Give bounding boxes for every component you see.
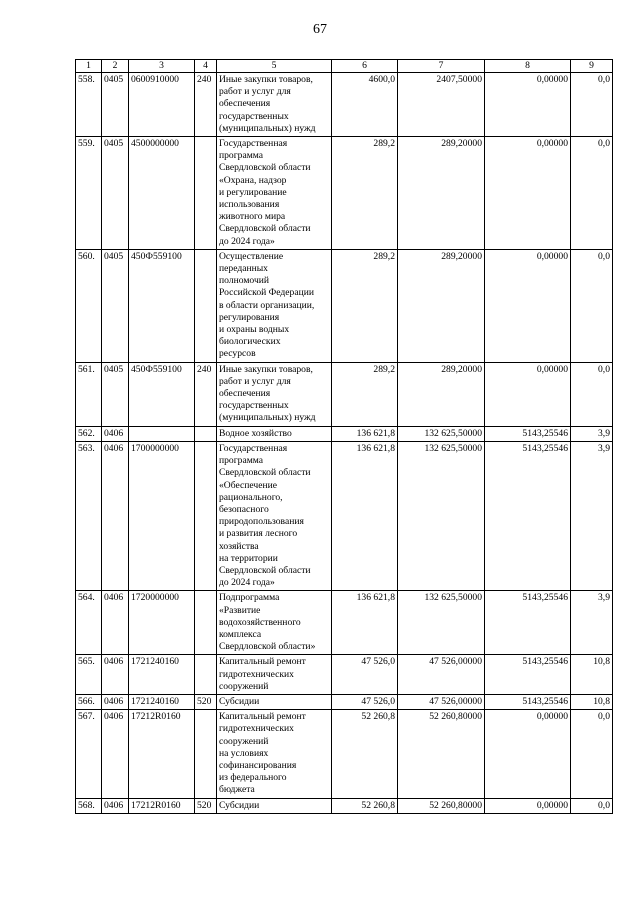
- table-row: [76, 798, 613, 813]
- amount-col-8: 0,00000: [485, 798, 571, 813]
- section-code: 0406: [102, 694, 129, 709]
- amount-col-8: 5143,25546: [485, 694, 571, 709]
- row-number: 567.: [76, 710, 102, 798]
- amount-col-8: 5143,25546: [485, 441, 571, 590]
- percent-value: 10,8: [571, 694, 613, 709]
- percent-value: 10,8: [571, 655, 613, 695]
- row-number: 560.: [76, 249, 102, 362]
- table-row: [76, 591, 613, 655]
- executed-amount: 132 625,50000: [398, 441, 485, 590]
- column-header: 1: [76, 60, 102, 73]
- row-number: 568.: [76, 798, 102, 813]
- table-row: [76, 362, 613, 426]
- row-name: [217, 362, 332, 426]
- amount-col-8: 5143,25546: [485, 426, 571, 441]
- executed-amount: 47 526,00000: [398, 655, 485, 695]
- planned-amount: 136 621,8: [332, 426, 398, 441]
- executed-amount: 289,20000: [398, 137, 485, 250]
- row-name-text: Субсидии: [219, 695, 260, 707]
- column-header: 9: [571, 60, 613, 73]
- row-name-text: Иные закупки товаров, работ и услуг для обеспечения государственных (муниципальных) нужд: [219, 363, 316, 424]
- column-header: 2: [102, 60, 129, 73]
- row-number: 563.: [76, 441, 102, 590]
- expense-type-code: [195, 655, 217, 695]
- executed-amount: 2407,50000: [398, 73, 485, 137]
- row-name: [217, 426, 332, 441]
- target-article-code: 17212R0160: [129, 798, 195, 813]
- expense-type-code: 520: [195, 694, 217, 709]
- executed-amount: 132 625,50000: [398, 426, 485, 441]
- percent-value: 0,0: [571, 137, 613, 250]
- budget-table: [75, 59, 613, 814]
- executed-amount: 289,20000: [398, 249, 485, 362]
- expense-type-code: 240: [195, 73, 217, 137]
- expense-type-code: [195, 426, 217, 441]
- section-code: 0406: [102, 710, 129, 798]
- header-row: [76, 60, 613, 73]
- percent-value: 3,9: [571, 591, 613, 655]
- planned-amount: 136 621,8: [332, 441, 398, 590]
- row-number: 562.: [76, 426, 102, 441]
- section-code: 0406: [102, 798, 129, 813]
- page-number: 67: [313, 22, 327, 37]
- row-name-text: Государственная программа Свердловской области «Обеспечение рационального, безопасного природопользования и развития лесного хозяйства на территории Свердловской области до 2024 года»: [219, 442, 311, 589]
- row-number: 558.: [76, 73, 102, 137]
- percent-value: 0,0: [571, 798, 613, 813]
- planned-amount: 47 526,0: [332, 694, 398, 709]
- row-name: [217, 137, 332, 250]
- row-number: 559.: [76, 137, 102, 250]
- section-code: 0406: [102, 655, 129, 695]
- row-name-text: Водное хозяйство: [219, 427, 292, 439]
- planned-amount: 289,2: [332, 362, 398, 426]
- executed-amount: 52 260,80000: [398, 798, 485, 813]
- percent-value: 0,0: [571, 73, 613, 137]
- amount-col-8: 0,00000: [485, 362, 571, 426]
- row-name: [217, 441, 332, 590]
- amount-col-8: 0,00000: [485, 710, 571, 798]
- executed-amount: 289,20000: [398, 362, 485, 426]
- row-name-text: Субсидии: [219, 799, 260, 811]
- target-article-code: 1700000000: [129, 441, 195, 590]
- target-article-code: 0600910000: [129, 73, 195, 137]
- percent-value: 3,9: [571, 426, 613, 441]
- row-name-text: Подпрограмма «Развитие водохозяйственного комплекса Свердловской области»: [219, 592, 316, 653]
- row-name-text: Государственная программа Свердловской области «Охрана, надзор и регулирование использования животного мира Свердловской области до 2024 года»: [219, 138, 311, 247]
- amount-col-8: 5143,25546: [485, 655, 571, 695]
- table-row: [76, 710, 613, 798]
- target-article-code: 17212R0160: [129, 710, 195, 798]
- percent-value: 0,0: [571, 362, 613, 426]
- planned-amount: 289,2: [332, 137, 398, 250]
- section-code: 0406: [102, 441, 129, 590]
- target-article-code: 1721240160: [129, 655, 195, 695]
- row-number: 565.: [76, 655, 102, 695]
- column-header: 3: [129, 60, 195, 73]
- section-code: 0406: [102, 426, 129, 441]
- section-code: 0406: [102, 591, 129, 655]
- percent-value: 3,9: [571, 441, 613, 590]
- row-name: [217, 798, 332, 813]
- column-header: 5: [217, 60, 332, 73]
- executed-amount: 52 260,80000: [398, 710, 485, 798]
- target-article-code: 450Ф559100: [129, 362, 195, 426]
- row-number: 561.: [76, 362, 102, 426]
- expense-type-code: [195, 591, 217, 655]
- row-name: [217, 591, 332, 655]
- section-code: 0405: [102, 362, 129, 426]
- target-article-code: [129, 426, 195, 441]
- row-number: 566.: [76, 694, 102, 709]
- column-header: 7: [398, 60, 485, 73]
- target-article-code: 1721240160: [129, 694, 195, 709]
- column-header: 6: [332, 60, 398, 73]
- executed-amount: 47 526,00000: [398, 694, 485, 709]
- row-number: 564.: [76, 591, 102, 655]
- row-name: [217, 73, 332, 137]
- column-header: 8: [485, 60, 571, 73]
- target-article-code: 450Ф559100: [129, 249, 195, 362]
- table-row: [76, 426, 613, 441]
- table-row: [76, 441, 613, 590]
- percent-value: 0,0: [571, 249, 613, 362]
- amount-col-8: 0,00000: [485, 249, 571, 362]
- column-header: 4: [195, 60, 217, 73]
- planned-amount: 52 260,8: [332, 798, 398, 813]
- row-name: [217, 655, 332, 695]
- amount-col-8: 0,00000: [485, 137, 571, 250]
- section-code: 0405: [102, 137, 129, 250]
- table-row: [76, 694, 613, 709]
- row-name-text: Иные закупки товаров, работ и услуг для обеспечения государственных (муниципальных) нужд: [219, 74, 316, 134]
- expense-type-code: 520: [195, 798, 217, 813]
- expense-type-code: [195, 137, 217, 250]
- expense-type-code: [195, 249, 217, 362]
- planned-amount: 47 526,0: [332, 655, 398, 695]
- planned-amount: 4600,0: [332, 73, 398, 137]
- row-name-text: Капитальный ремонт гидротехнических сооружений: [219, 656, 306, 692]
- table-row: [76, 249, 613, 362]
- planned-amount: 136 621,8: [332, 591, 398, 655]
- section-code: 0405: [102, 249, 129, 362]
- row-name-text: Капитальный ремонт гидротехнических сооружений на условиях софинансирования из федерального бюджета: [219, 711, 306, 796]
- expense-type-code: [195, 710, 217, 798]
- expense-type-code: 240: [195, 362, 217, 426]
- section-code: 0405: [102, 73, 129, 137]
- executed-amount: 132 625,50000: [398, 591, 485, 655]
- row-name-text: Осуществление переданных полномочий Российской Федерации в области организации, регулирования и охраны водных биологических ресурсов: [219, 250, 315, 360]
- table-row: [76, 73, 613, 137]
- row-name: [217, 694, 332, 709]
- row-name: [217, 249, 332, 362]
- row-name: [217, 710, 332, 798]
- amount-col-8: 5143,25546: [485, 591, 571, 655]
- amount-col-8: 0,00000: [485, 73, 571, 137]
- planned-amount: 289,2: [332, 249, 398, 362]
- planned-amount: 52 260,8: [332, 710, 398, 798]
- table-row: [76, 655, 613, 695]
- target-article-code: 4500000000: [129, 137, 195, 250]
- expense-type-code: [195, 441, 217, 590]
- percent-value: 0,0: [571, 710, 613, 798]
- table-row: [76, 137, 613, 250]
- target-article-code: 1720000000: [129, 591, 195, 655]
